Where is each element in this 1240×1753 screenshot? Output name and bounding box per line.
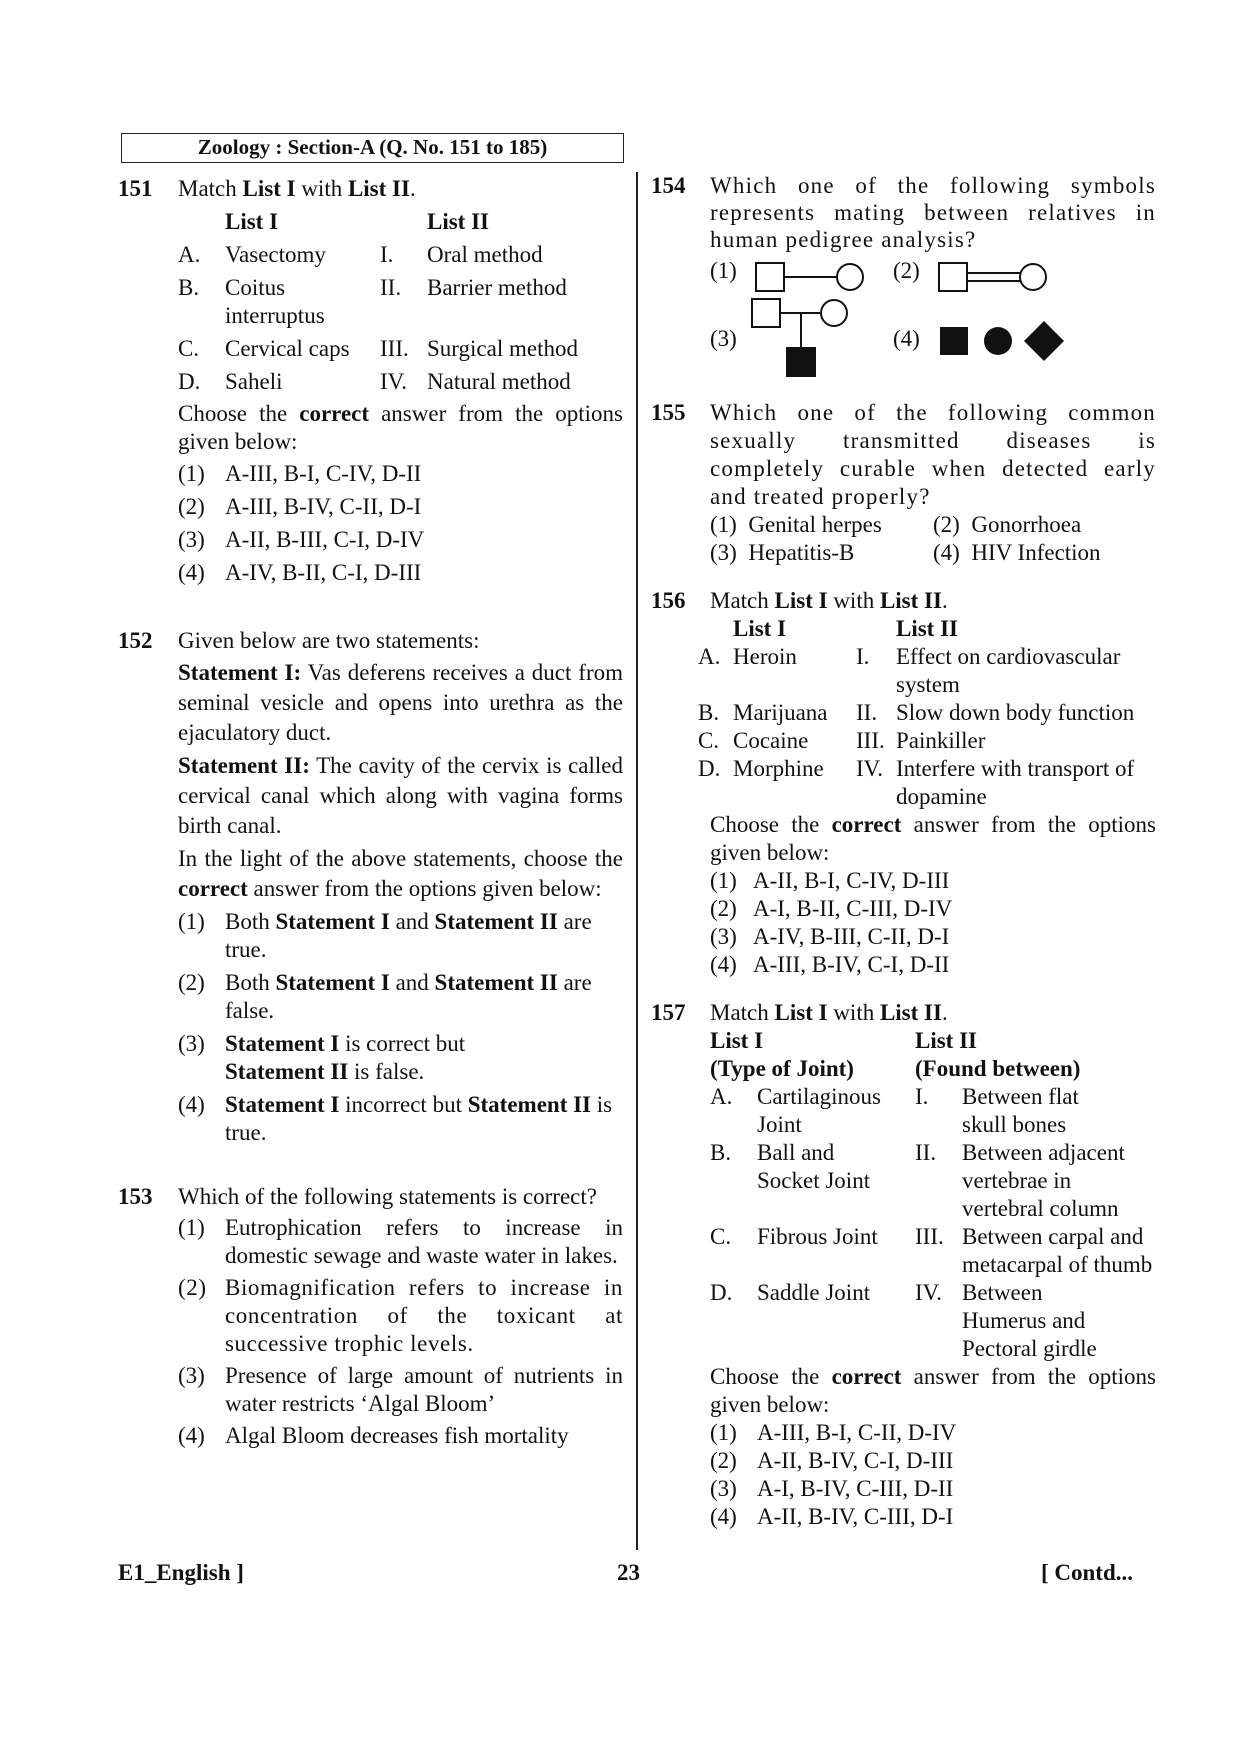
row-numeral: I. — [915, 1084, 929, 1109]
row-letter: C. — [698, 728, 720, 753]
list-i-item: Heroin — [733, 644, 797, 669]
option-1-label[interactable]: (1) — [710, 258, 737, 283]
option-2[interactable]: (2) A-I, B-II, C-III, D-IV — [710, 896, 953, 921]
choose-instruction: In the light of the above statements, choose the correct answer from the options given below: — [178, 846, 623, 901]
option-1[interactable]: (1) Both Statement I and Statement II are true. — [178, 909, 592, 962]
row-letter: A. — [698, 644, 721, 669]
list-ii-heading: List II — [915, 1028, 977, 1053]
row-letter: B. — [710, 1140, 732, 1165]
list-i-item: Coitus interruptus — [225, 275, 325, 328]
option-3[interactable]: (3) Presence of large amount of nutrients in water restricts ‘Algal Bloom’ — [178, 1363, 623, 1416]
option-4[interactable]: (4) A-III, B-IV, C-I, D-II — [710, 952, 950, 977]
question-154 — [651, 172, 1156, 379]
question-153 — [118, 1183, 623, 1450]
statement-2: Statement II: The cavity of the cervix is called cervical canal which along with vagina forms birth canal. — [178, 753, 623, 838]
consanguineous-mating-symbol-icon[interactable] — [937, 259, 1047, 295]
choose-instruction: Choose the correct answer from the options given below: — [710, 812, 1156, 865]
option-4[interactable]: (4) A-II, B-IV, C-III, D-I — [710, 1504, 954, 1529]
option-3[interactable]: (3) Statement I is correct but Statement II is false. — [178, 1031, 466, 1084]
question-stem: Given below are two statements: — [178, 628, 480, 653]
option-4[interactable]: (4) HIV Infection — [933, 540, 1101, 565]
option-3[interactable]: (3) A-IV, B-III, C-II, D-I — [710, 924, 950, 949]
question-number: 151 — [118, 176, 153, 201]
list-i-item: Fibrous Joint — [757, 1224, 878, 1249]
question-number: 152 — [118, 628, 153, 653]
offspring-symbol-icon[interactable] — [750, 295, 860, 379]
list-i-heading: List I — [733, 616, 787, 641]
section-header: Zoology : Section-A (Q. No. 151 to 185) — [121, 133, 624, 163]
list-ii-item: Between Humerus and Pectoral girdle — [962, 1280, 1097, 1361]
question-stem: Match List I with List II. — [710, 1000, 948, 1025]
question-155 — [651, 399, 1156, 567]
choose-instruction: Choose the correct answer from the options given below: — [178, 401, 623, 454]
answer-options — [710, 1419, 1156, 1531]
row-numeral: IV. — [915, 1280, 943, 1305]
question-number: 156 — [651, 588, 686, 613]
option-3-label[interactable]: (3) — [710, 326, 737, 351]
row-numeral: IV. — [380, 369, 408, 394]
row-letter: D. — [698, 756, 721, 781]
row-numeral: II. — [380, 275, 402, 300]
answer-options — [710, 511, 1156, 539]
row-numeral: III. — [915, 1224, 944, 1249]
answer-options — [710, 867, 1156, 979]
list-i-item: Saddle Joint — [757, 1280, 871, 1305]
option-2[interactable]: (2) A-II, B-IV, C-I, D-III — [710, 1448, 954, 1473]
match-table — [698, 615, 1156, 811]
list-ii-item: Painkiller — [896, 728, 986, 753]
row-letter: D. — [710, 1280, 733, 1305]
pedigree-symbol-options — [710, 255, 1156, 379]
option-2-label[interactable]: (2) — [893, 258, 920, 283]
row-letter: C. — [178, 336, 200, 361]
row-numeral: IV. — [856, 756, 884, 781]
question-stem: Which of the following statements is correct? — [178, 1184, 597, 1209]
question-stem: Which one of the following symbols represents mating between relatives in human pedigree analysis? — [710, 173, 1156, 252]
column-divider — [636, 172, 638, 1550]
list-i-item: Saheli — [225, 369, 283, 394]
statement-1: Statement I: Vas deferens receives a duct from seminal vesicle and opens into urethra as the ejaculatory duct. — [178, 660, 623, 745]
list-ii-item: Natural method — [427, 369, 571, 394]
option-1[interactable]: (1) Genital herpes — [710, 512, 882, 537]
option-2[interactable]: (2) Both Statement I and Statement II are false. — [178, 970, 592, 1023]
answer-options — [178, 1214, 623, 1450]
left-column — [118, 172, 623, 1450]
question-number: 155 — [651, 400, 686, 425]
list-i-heading: List I — [710, 1028, 764, 1053]
list-ii-heading: List II — [896, 616, 958, 641]
answer-options-row-2 — [710, 539, 1156, 567]
answer-options — [178, 908, 623, 1147]
option-3[interactable]: (3) A-II, B-III, C-I, D-IV — [178, 527, 425, 552]
question-number: 157 — [651, 1000, 686, 1025]
question-number: 154 — [651, 173, 686, 198]
list-ii-subheading: (Found between) — [915, 1056, 1081, 1081]
option-2[interactable]: (2) Biomagnification refers to increase in concentration of the toxicant at successive trophic levels. — [178, 1275, 623, 1356]
affected-symbols-icon[interactable] — [938, 319, 1068, 363]
list-ii-item: Oral method — [427, 242, 543, 267]
mating-symbol-icon[interactable] — [754, 259, 864, 295]
list-i-item: Marijuana — [733, 700, 828, 725]
row-numeral: I. — [856, 644, 870, 669]
row-numeral: III. — [380, 336, 409, 361]
option-4-label[interactable]: (4) — [893, 326, 920, 351]
row-letter: B. — [698, 700, 720, 725]
option-1[interactable]: (1) A-III, B-I, C-II, D-IV — [710, 1420, 957, 1445]
row-letter: A. — [178, 242, 201, 267]
list-ii-heading: List II — [427, 209, 489, 234]
choose-instruction: Choose the correct answer from the options given below: — [710, 1364, 1156, 1417]
list-i-item: Cocaine — [733, 728, 809, 753]
option-4[interactable]: (4) Algal Bloom decreases fish mortality — [178, 1423, 569, 1448]
match-table — [178, 208, 623, 396]
option-4[interactable]: (4) A-IV, B-II, C-I, D-III — [178, 560, 422, 585]
option-3[interactable]: (3) A-I, B-IV, C-III, D-II — [710, 1476, 954, 1501]
list-i-subheading: (Type of Joint) — [710, 1056, 854, 1081]
row-numeral: II. — [915, 1140, 937, 1165]
list-i-item: Cartilaginous Joint — [757, 1084, 881, 1137]
footer-left: E1_English ] — [118, 1560, 244, 1585]
list-ii-item: Between adjacent vertebrae in vertebral column — [962, 1140, 1125, 1221]
list-ii-item: Surgical method — [427, 336, 578, 361]
option-2[interactable]: (2) Gonorrhoea — [933, 512, 1082, 537]
option-1[interactable]: (1) A-II, B-I, C-IV, D-III — [710, 868, 950, 893]
list-i-item: Cervical caps — [225, 336, 350, 361]
option-4[interactable]: (4) Statement I incorrect but Statement II is true. — [178, 1092, 613, 1145]
list-i-item: Ball and Socket Joint — [757, 1140, 871, 1193]
question-157 — [651, 999, 1156, 1531]
question-stem: Match List I with List II. — [710, 588, 948, 613]
row-letter: A. — [710, 1084, 733, 1109]
question-156 — [651, 587, 1156, 979]
question-number: 153 — [118, 1184, 153, 1209]
list-i-heading: List I — [225, 209, 279, 234]
list-i-item: Vasectomy — [225, 242, 326, 267]
list-ii-item: Barrier method — [427, 275, 567, 300]
footer-right: [ Contd... — [1041, 1560, 1134, 1585]
question-152 — [118, 627, 623, 1147]
option-3[interactable]: (3) Hepatitis-B — [710, 540, 855, 565]
answer-options — [178, 460, 623, 587]
option-2[interactable]: (2) A-III, B-IV, C-II, D-I — [178, 494, 422, 519]
right-column — [651, 172, 1156, 1531]
option-1[interactable]: (1) A-III, B-I, C-IV, D-II — [178, 461, 422, 486]
list-ii-item: Effect on cardiovascular system — [896, 644, 1121, 697]
row-letter: C. — [710, 1224, 732, 1249]
row-letter: D. — [178, 369, 201, 394]
question-stem: Which one of the following common sexually transmitted diseases is completely curable when detected early and treated properly? — [710, 400, 1156, 509]
page-number: 23 — [617, 1560, 640, 1585]
row-numeral: II. — [856, 700, 878, 725]
list-ii-item: Between flat skull bones — [962, 1084, 1079, 1137]
row-numeral: III. — [856, 728, 885, 753]
match-table — [710, 1027, 1156, 1363]
list-i-item: Morphine — [733, 756, 824, 781]
question-151 — [118, 175, 623, 587]
list-ii-item: Interfere with transport of dopamine — [896, 756, 1135, 809]
option-1[interactable]: (1) Eutrophication refers to increase in domestic sewage and waste water in lakes. — [178, 1215, 623, 1268]
row-numeral: I. — [380, 242, 394, 267]
question-stem: Match List I with List II. — [178, 176, 416, 201]
list-ii-item: Between carpal and metacarpal of thumb — [962, 1224, 1153, 1277]
row-letter: B. — [178, 275, 200, 300]
list-ii-item: Slow down body function — [896, 700, 1135, 725]
